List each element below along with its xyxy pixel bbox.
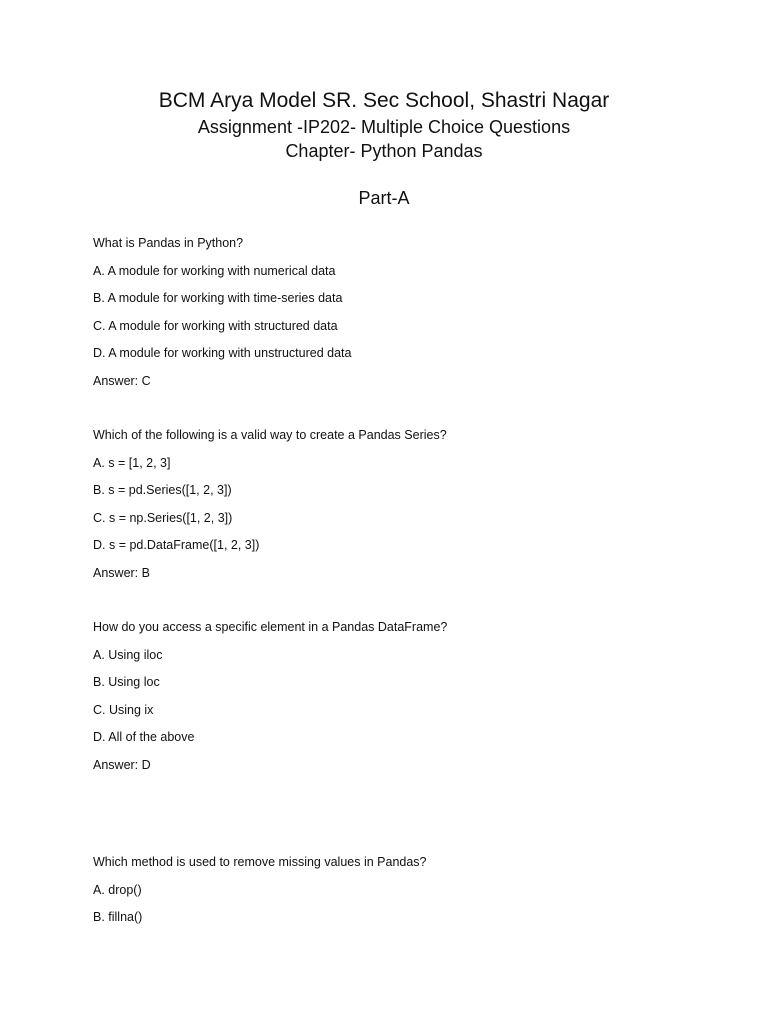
option-c: C. A module for working with structured data [93, 318, 338, 333]
option-d: D. s = pd.DataFrame([1, 2, 3]) [93, 538, 260, 552]
spacer [93, 784, 713, 854]
spacer [93, 400, 713, 427]
option-b: B. s = pd.Series([1, 2, 3]) [93, 483, 232, 497]
answer-text: Answer: B [93, 565, 150, 580]
option-a: A. drop() [93, 882, 142, 897]
option-c: C. s = np.Series([1, 2, 3]) [93, 510, 233, 525]
question-text: Which of the following is a valid way to create a Pandas Series? [93, 428, 447, 442]
option-a: A. s = [1, 2, 3] [93, 455, 171, 470]
option-b: B. fillna() [93, 910, 143, 924]
option-a: A. Using iloc [93, 647, 163, 662]
question-block-4 [93, 854, 713, 925]
option-d: D. All of the above [93, 730, 195, 744]
question-text: What is Pandas in Python? [93, 236, 244, 250]
question-block-1 [93, 235, 713, 389]
question-block-3 [93, 619, 713, 773]
school-title: BCM Arya Model SR. Sec School, Shastri Nagar [158, 89, 610, 112]
option-a: A. A module for working with numerical data [93, 263, 336, 278]
option-b: B. A module for working with time-series data [93, 291, 343, 305]
question-block-2 [93, 427, 713, 581]
question-list [93, 235, 713, 937]
option-b: B. Using loc [93, 675, 160, 689]
assignment-title: Assignment -IP202- Multiple Choice Questions [197, 117, 571, 137]
part-heading: Part-A [358, 188, 410, 208]
spacer [93, 592, 713, 619]
question-text: How do you access a specific element in a Pandas DataFrame? [93, 620, 448, 634]
chapter-title: Chapter- Python Pandas [285, 141, 483, 161]
answer-text: Answer: C [93, 373, 151, 388]
answer-text: Answer: D [93, 757, 151, 772]
option-c: C. Using ix [93, 702, 154, 717]
question-text: Which method is used to remove missing values in Pandas? [93, 855, 427, 869]
option-d: D. A module for working with unstructured data [93, 346, 352, 360]
